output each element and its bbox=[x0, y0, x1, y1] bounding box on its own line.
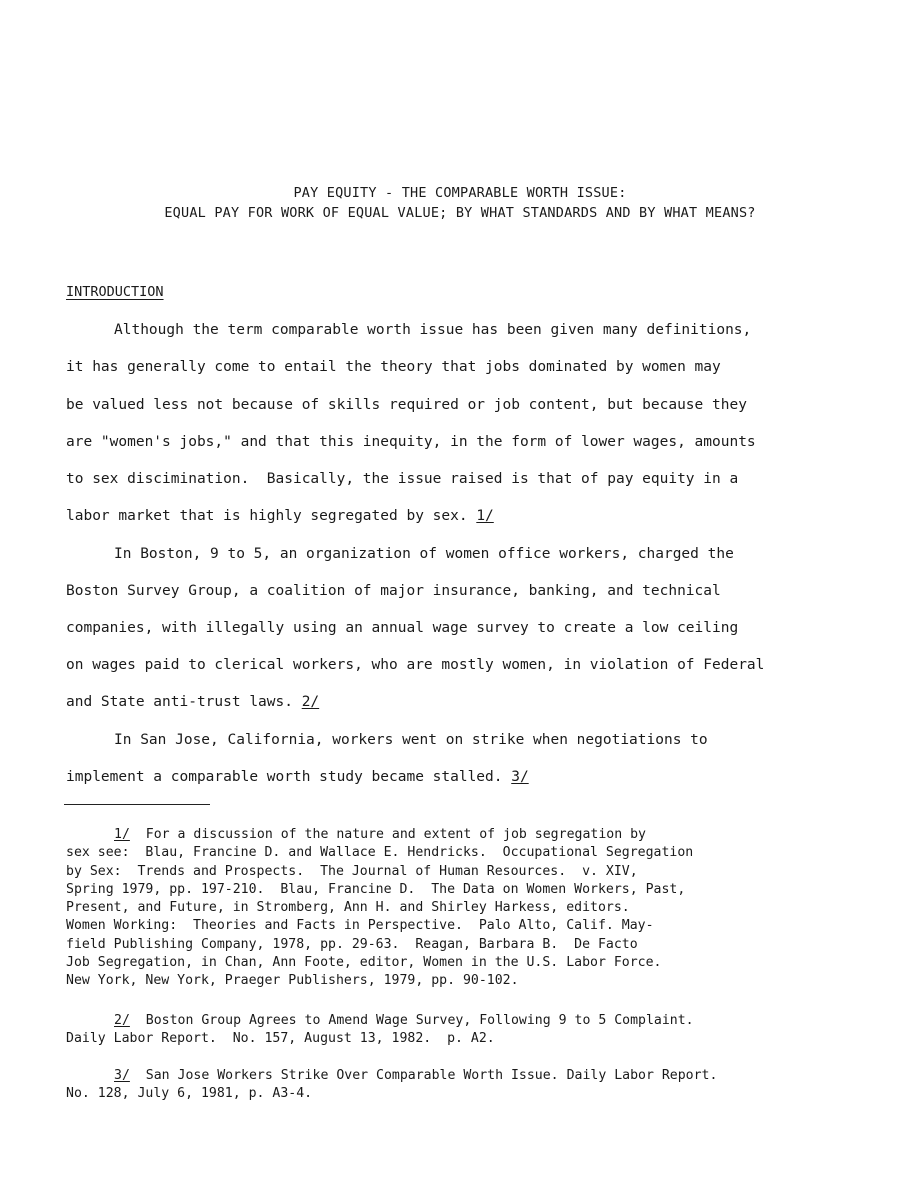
paragraph-1-line-6-text: labor market that is highly segregated by sex. bbox=[66, 508, 477, 524]
footnote-separator bbox=[64, 804, 210, 805]
footnote-3-line-1-text: San Jose Workers Strike Over Comparable Worth Issue. Daily Labor Report. bbox=[129, 1068, 718, 1083]
title-line-2: EQUAL PAY FOR WORK OF EQUAL VALUE; BY WHAT STANDARDS AND BY WHAT MEANS? bbox=[164, 205, 756, 221]
paragraph-1-line-4: are "women's jobs," and that this inequity, in the form of lower wages, amounts bbox=[66, 434, 756, 450]
paragraph-3-line-1: In San Jose, California, workers went on strike when negotiations to bbox=[114, 732, 708, 748]
footnote-ref-1[interactable]: 1/ bbox=[476, 508, 494, 524]
paragraph-2-line-3: companies, with illegally using an annual wage survey to create a low ceiling bbox=[66, 620, 739, 636]
section-heading-introduction: INTRODUCTION bbox=[66, 284, 164, 300]
footnote-2-line-2: Daily Labor Report. No. 157, August 13, 1982. p. A2. bbox=[66, 1031, 495, 1047]
footnote-2 bbox=[66, 1012, 856, 1049]
footnote-1-line-4: Spring 1979, pp. 197-210. Blau, Francine D. The Data on Women Workers, Past, bbox=[66, 881, 686, 897]
paragraph-2-line-2: Boston Survey Group, a coalition of major insurance, banking, and technical bbox=[66, 583, 721, 599]
paragraph-2-line-5 bbox=[66, 694, 319, 710]
paragraph-2-line-5-text: and State anti-trust laws. bbox=[66, 694, 302, 710]
footnote-1-line-8: Job Segregation, in Chan, Ann Foote, editor, Women in the U.S. Labor Force. bbox=[66, 955, 662, 971]
footnote-1-line-7: field Publishing Company, 1978, pp. 29-63. Reagan, Barbara B. De Facto bbox=[66, 936, 638, 952]
document-title bbox=[0, 183, 920, 223]
footnote-1-marker: 1/ bbox=[114, 827, 130, 842]
footnote-1-line-1 bbox=[66, 826, 856, 844]
paragraph-1-line-2: it has generally come to entail the theory that jobs dominated by women may bbox=[66, 359, 721, 375]
footnote-1-line-6: Women Working: Theories and Facts in Perspective. Palo Alto, Calif. May- bbox=[66, 918, 654, 934]
paragraph-3-line-2 bbox=[66, 769, 529, 785]
title-line-1: PAY EQUITY - THE COMPARABLE WORTH ISSUE: bbox=[293, 185, 627, 201]
footnote-2-line-1-text: Boston Group Agrees to Amend Wage Survey, Following 9 to 5 Complaint. bbox=[129, 1013, 694, 1028]
footnote-2-marker: 2/ bbox=[114, 1013, 130, 1028]
paragraph-1-line-6 bbox=[66, 508, 494, 524]
footnote-1-line-9: New York, New York, Praeger Publishers, 1979, pp. 90-102. bbox=[66, 973, 519, 989]
paragraph-3-line-2-text: implement a comparable worth study became stalled. bbox=[66, 769, 512, 785]
paragraph-1-line-5: to sex discimination. Basically, the issue raised is that of pay equity in a bbox=[66, 471, 739, 487]
footnote-3-line-2: No. 128, July 6, 1981, p. A3-4. bbox=[66, 1086, 313, 1102]
footnote-1-line-2: sex see: Blau, Francine D. and Wallace E. Hendricks. Occupational Segregation bbox=[66, 845, 694, 861]
footnote-1-line-1-text: For a discussion of the nature and extent of job segregation by bbox=[129, 827, 646, 842]
footnote-1-line-3: by Sex: Trends and Prospects. The Journal of Human Resources. v. XIV, bbox=[66, 863, 638, 879]
paragraph-2-line-4: on wages paid to clerical workers, who are mostly women, in violation of Federal bbox=[66, 657, 765, 673]
footnote-2-line-1 bbox=[66, 1012, 856, 1030]
footnote-ref-2[interactable]: 2/ bbox=[301, 694, 320, 710]
footnote-3-line-1 bbox=[66, 1067, 856, 1085]
paragraph-1-line-1: Although the term comparable worth issue has been given many definitions, bbox=[114, 322, 752, 338]
footnote-3 bbox=[66, 1067, 856, 1104]
footnote-1-line-5: Present, and Future, in Stromberg, Ann H. and Shirley Harkess, editors. bbox=[66, 900, 630, 916]
footnote-3-marker: 3/ bbox=[114, 1068, 130, 1083]
paragraph-1-line-3: be valued less not because of skills required or job content, but because they bbox=[66, 397, 747, 413]
paragraph-2-line-1: In Boston, 9 to 5, an organization of women office workers, charged the bbox=[114, 546, 734, 562]
footnote-1 bbox=[66, 826, 856, 991]
footnote-ref-3[interactable]: 3/ bbox=[511, 769, 529, 785]
